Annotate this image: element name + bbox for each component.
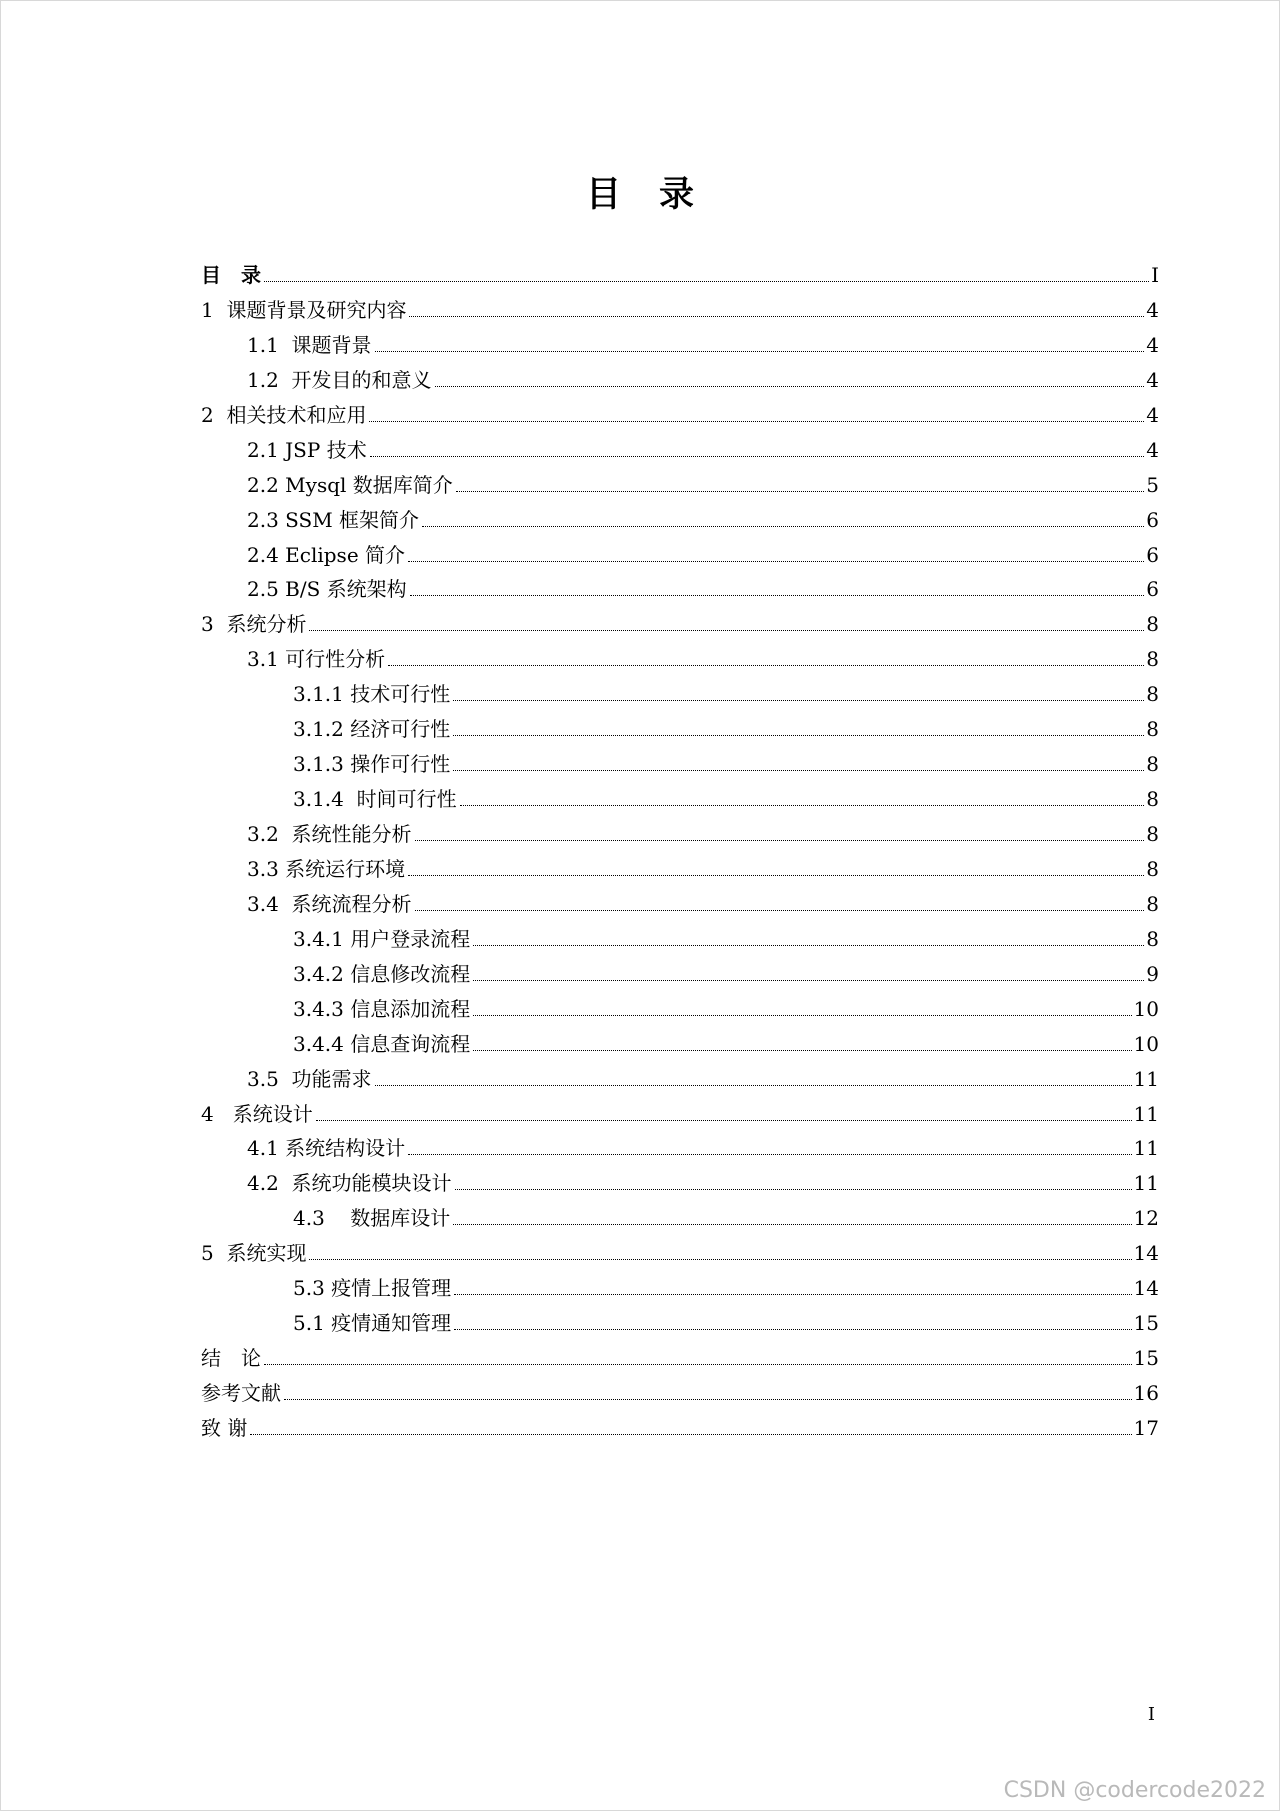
toc-entry-label: 3.1 可行性分析 (247, 647, 386, 672)
toc-entry[interactable] (201, 887, 1159, 922)
toc-leader-dots (435, 385, 1145, 387)
toc-entry-label: 3.1.1 技术可行性 (293, 682, 451, 707)
toc-entry[interactable] (201, 1166, 1159, 1201)
toc-entry-label: 2.3 SSM 框架简介 (247, 507, 420, 532)
toc-entry[interactable] (201, 1131, 1159, 1166)
toc-entry-label: 3.1.2 经济可行性 (293, 717, 451, 742)
toc-leader-dots (250, 1433, 1131, 1435)
toc-entry[interactable] (201, 1271, 1159, 1306)
toc-entry-page: 8 (1146, 612, 1159, 637)
toc-entry-page: 8 (1146, 752, 1159, 777)
toc-entry-label: 1.2 开发目的和意义 (247, 367, 432, 392)
toc-entry-label: 5 系统实现 (201, 1241, 307, 1266)
toc-entry-label: 3.1.4 时间可行性 (293, 787, 457, 812)
toc-entry-label: 1 课题背景及研究内容 (201, 297, 407, 322)
toc-leader-dots (410, 594, 1145, 596)
toc-leader-dots (473, 1014, 1131, 1016)
toc-leader-dots (309, 629, 1144, 631)
toc-entry-label: 4.1 系统结构设计 (247, 1136, 406, 1161)
toc-entry[interactable] (201, 1062, 1159, 1097)
toc-leader-dots (453, 1223, 1131, 1225)
toc-entry-page: 14 (1133, 1241, 1159, 1266)
toc-leader-dots (454, 1328, 1131, 1330)
toc-entry-label: 3 系统分析 (201, 612, 307, 637)
toc-leader-dots (409, 315, 1144, 317)
toc-entry[interactable] (201, 607, 1159, 642)
toc-entry-label: 3.4.1 用户登录流程 (293, 926, 471, 951)
toc-entry-page: 10 (1133, 1031, 1159, 1056)
toc-entry[interactable] (201, 258, 1159, 293)
toc-entry[interactable] (201, 1376, 1159, 1411)
toc-entry-label: 2.5 B/S 系统架构 (247, 577, 407, 602)
toc-entry-label: 5.3 疫情上报管理 (293, 1276, 452, 1301)
toc-entry[interactable] (201, 398, 1159, 433)
toc-leader-dots (415, 909, 1145, 911)
toc-entry[interactable] (201, 572, 1159, 607)
toc-entry-page: 11 (1133, 1101, 1159, 1126)
toc-entry[interactable] (201, 363, 1159, 398)
toc-leader-dots (264, 1363, 1132, 1365)
page-title: 目录 (585, 175, 732, 215)
toc-entry-page: 4 (1146, 437, 1159, 462)
toc-leader-dots (456, 490, 1145, 492)
toc-entry[interactable] (201, 293, 1159, 328)
toc-entry[interactable] (201, 782, 1159, 817)
toc-entry[interactable] (201, 817, 1159, 852)
toc-entry[interactable] (201, 1236, 1159, 1271)
toc-entry[interactable] (201, 503, 1159, 538)
toc-entry-page: 9 (1146, 961, 1159, 986)
watermark: CSDN @codercode2022 (1003, 1778, 1266, 1803)
toc-entry[interactable] (201, 538, 1159, 573)
toc-entry[interactable] (201, 992, 1159, 1027)
toc-leader-dots (460, 804, 1145, 806)
toc-entry-label: 致 谢 (201, 1415, 248, 1440)
toc-entry-page: 15 (1133, 1346, 1159, 1371)
toc-leader-dots (408, 560, 1144, 562)
toc-entry-label: 3.4.3 信息添加流程 (293, 996, 471, 1021)
toc-entry-page: 6 (1146, 507, 1159, 532)
toc-entry-page: 8 (1146, 822, 1159, 846)
toc-leader-dots (473, 979, 1144, 981)
toc-entry-page: 4 (1146, 297, 1159, 322)
toc-entry-page: 4 (1146, 402, 1159, 427)
toc-entry-label: 4.3 数据库设计 (293, 1206, 451, 1231)
toc-entry-page: 16 (1133, 1381, 1159, 1405)
toc-entry[interactable] (201, 747, 1159, 782)
toc-entry[interactable] (201, 328, 1159, 363)
toc-leader-dots (284, 1398, 1132, 1400)
toc-entry-label: 3.1.3 操作可行性 (293, 752, 451, 777)
toc-entry[interactable] (201, 957, 1159, 992)
toc-leader-dots (455, 1188, 1132, 1190)
toc-entry-page: 10 (1133, 996, 1159, 1021)
toc-entry[interactable] (201, 1306, 1159, 1341)
toc-leader-dots (422, 525, 1144, 527)
toc-entry-page: 8 (1146, 787, 1159, 812)
toc-entry-page: 6 (1146, 577, 1159, 602)
toc-entry-page: 8 (1146, 682, 1159, 707)
toc-entry-label: 3.4.2 信息修改流程 (293, 961, 471, 986)
toc-entry-page: 14 (1133, 1276, 1159, 1301)
toc-leader-dots (369, 420, 1144, 422)
toc-entry-page: I (1151, 263, 1159, 287)
toc-entry-label: 2.4 Eclipse 简介 (247, 542, 406, 567)
toc-entry-label: 4 系统设计 (201, 1101, 313, 1126)
toc-entry-page: 4 (1146, 332, 1159, 357)
toc-entry-label: 3.4.4 信息查询流程 (293, 1031, 471, 1056)
toc-entry-label: 3.5 功能需求 (247, 1066, 372, 1091)
toc-entry[interactable] (201, 852, 1159, 887)
toc-entry-label: 1.1 课题背景 (247, 332, 372, 357)
toc-entry-page: 8 (1146, 717, 1159, 742)
toc-entry[interactable] (201, 433, 1159, 468)
toc-entry-page: 8 (1146, 856, 1159, 881)
toc-leader-dots (375, 350, 1145, 352)
toc-entry-label: 4.2 系统功能模块设计 (247, 1171, 452, 1196)
toc-entry[interactable] (201, 1201, 1159, 1236)
toc-entry-page: 11 (1133, 1066, 1159, 1091)
toc-entry-label: 2.2 Mysql 数据库简介 (247, 472, 453, 497)
toc-entry-page: 8 (1146, 647, 1159, 672)
toc-leader-dots (370, 455, 1145, 457)
toc-entry[interactable] (201, 468, 1159, 503)
toc-entry-label: 3.4 系统流程分析 (247, 891, 412, 916)
toc-entry[interactable] (201, 1411, 1159, 1446)
table-of-contents (201, 258, 1159, 1446)
toc-entry-label: 目 录 (201, 263, 261, 287)
toc-entry-label: 5.1 疫情通知管理 (293, 1311, 452, 1336)
toc-entry-page: 5 (1146, 472, 1159, 497)
toc-entry-label: 3.3 系统运行环境 (247, 856, 406, 881)
toc-entry-label: 3.2 系统性能分析 (247, 822, 412, 846)
toc-entry[interactable] (201, 1027, 1159, 1062)
toc-entry-label: 2.1 JSP 技术 (247, 437, 367, 462)
toc-entry-label: 参考文献 (201, 1381, 281, 1405)
toc-entry[interactable] (201, 1097, 1159, 1132)
toc-entry[interactable] (201, 642, 1159, 677)
toc-entry-page: 6 (1146, 542, 1159, 567)
toc-entry-page: 8 (1146, 891, 1159, 916)
toc-entry[interactable] (201, 1341, 1159, 1376)
toc-entry-page: 12 (1133, 1206, 1159, 1231)
toc-entry-label: 2 相关技术和应用 (201, 402, 367, 427)
toc-entry-page: 8 (1146, 926, 1159, 951)
toc-entry[interactable] (201, 677, 1159, 712)
toc-entry[interactable] (201, 712, 1159, 747)
toc-entry[interactable] (201, 922, 1159, 957)
toc-leader-dots (415, 839, 1145, 841)
toc-leader-dots (316, 1119, 1132, 1121)
toc-leader-dots (264, 280, 1149, 282)
toc-leader-dots (309, 1258, 1131, 1260)
toc-entry-page: 17 (1133, 1415, 1159, 1440)
toc-entry-page: 4 (1146, 367, 1159, 392)
toc-leader-dots (453, 734, 1144, 736)
toc-leader-dots (388, 664, 1144, 666)
page-number: I (1147, 1704, 1155, 1725)
toc-leader-dots (454, 1293, 1131, 1295)
toc-leader-dots (408, 1153, 1131, 1155)
toc-entry-page: 15 (1133, 1311, 1159, 1336)
toc-leader-dots (473, 1049, 1131, 1051)
toc-leader-dots (453, 769, 1144, 771)
toc-leader-dots (453, 699, 1144, 701)
toc-leader-dots (473, 944, 1144, 946)
toc-leader-dots (408, 874, 1144, 876)
toc-entry-page: 11 (1133, 1136, 1159, 1161)
toc-leader-dots (375, 1084, 1132, 1086)
toc-entry-label: 结 论 (201, 1346, 261, 1371)
toc-entry-page: 11 (1133, 1171, 1159, 1196)
